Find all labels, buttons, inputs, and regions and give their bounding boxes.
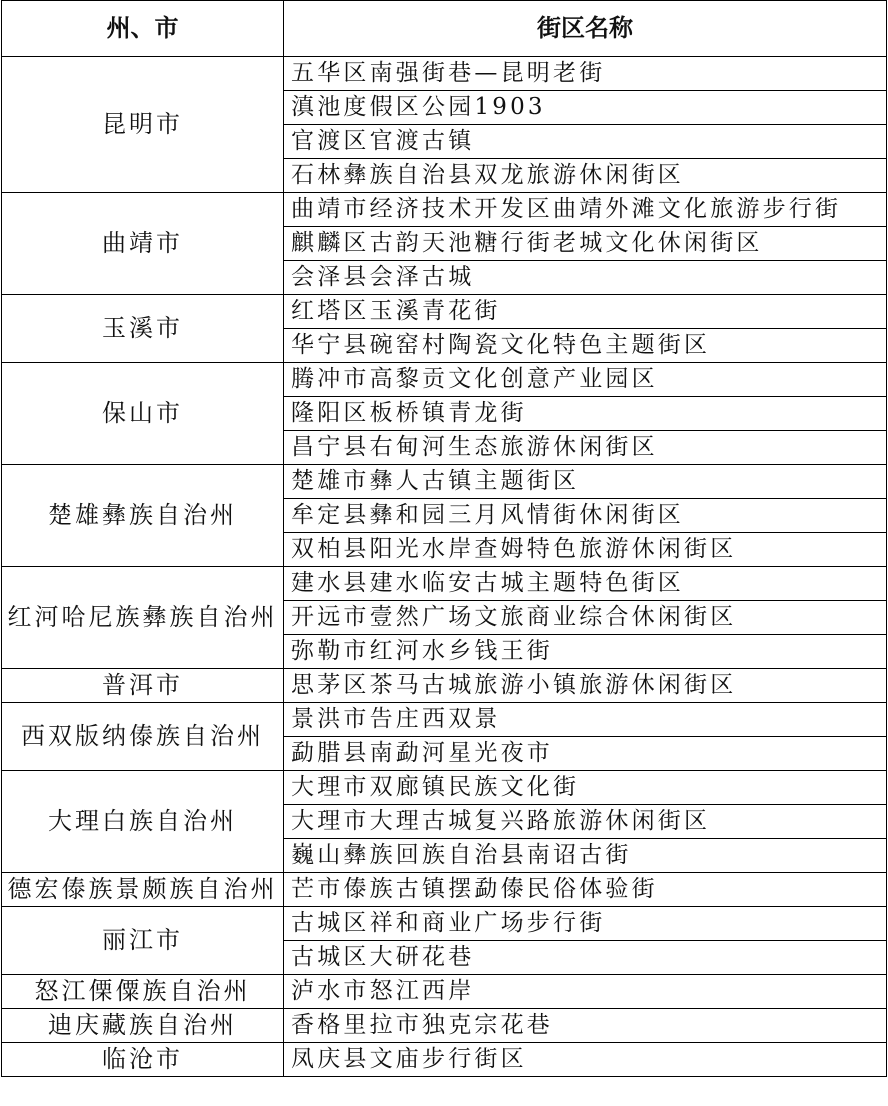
district-name-cell: 凤庆县文庙步行街区 [284,1043,887,1077]
district-name-cell: 曲靖市经济技术开发区曲靖外滩文化旅游步行街 [284,193,887,227]
district-name-cell: 红塔区玉溪青花街 [284,295,887,329]
district-name-cell: 会泽县会泽古城 [284,261,887,295]
table-row [2,703,887,737]
district-name-cell: 滇池度假区公园1903 [284,91,887,125]
prefecture-city-cell: 丽江市 [2,907,284,975]
district-name-cell: 华宁县碗窑村陶瓷文化特色主题街区 [284,329,887,363]
district-name-cell: 景洪市告庄西双景 [284,703,887,737]
prefecture-city-cell: 玉溪市 [2,295,284,363]
table-row [2,975,887,1009]
district-name-cell: 开远市壹然广场文旅商业综合休闲街区 [284,601,887,635]
table-row [2,363,887,397]
prefecture-city-cell: 昆明市 [2,57,284,193]
district-name-cell: 弥勒市红河水乡钱王街 [284,635,887,669]
district-name-cell: 古城区大研花巷 [284,941,887,975]
district-name-cell: 麒麟区古韵天池糖行街老城文化休闲街区 [284,227,887,261]
table-row [2,1009,887,1043]
table-row [2,669,887,703]
table-row [2,907,887,941]
district-name-cell: 石林彝族自治县双龙旅游休闲街区 [284,159,887,193]
table-row [2,873,887,907]
table-row [2,567,887,601]
prefecture-city-cell: 保山市 [2,363,284,465]
district-name-cell: 官渡区官渡古镇 [284,125,887,159]
table-row [2,771,887,805]
table-row [2,465,887,499]
prefecture-city-cell: 迪庆藏族自治州 [2,1009,284,1043]
district-name-cell: 双柏县阳光水岸查姆特色旅游休闲街区 [284,533,887,567]
district-name-cell: 五华区南强街巷—昆明老街 [284,57,887,91]
prefecture-city-cell: 楚雄彝族自治州 [2,465,284,567]
street-district-table [1,0,887,1077]
district-name-cell: 勐腊县南勐河星光夜市 [284,737,887,771]
prefecture-city-cell: 曲靖市 [2,193,284,295]
district-name-cell: 牟定县彝和园三月风情街休闲街区 [284,499,887,533]
header-district-name: 街区名称 [284,1,887,57]
table-row [2,193,887,227]
district-name-cell: 思茅区茶马古城旅游小镇旅游休闲街区 [284,669,887,703]
table-row [2,57,887,91]
district-name-cell: 昌宁县右甸河生态旅游休闲街区 [284,431,887,465]
district-name-cell: 香格里拉市独克宗花巷 [284,1009,887,1043]
district-name-cell: 芒市傣族古镇摆勐傣民俗体验街 [284,873,887,907]
table-row [2,1043,887,1077]
header-row [2,1,887,57]
district-name-cell: 巍山彝族回族自治县南诏古街 [284,839,887,873]
district-name-cell: 泸水市怒江西岸 [284,975,887,1009]
district-name-cell: 隆阳区板桥镇青龙街 [284,397,887,431]
prefecture-city-cell: 德宏傣族景颇族自治州 [2,873,284,907]
district-name-cell: 大理市大理古城复兴路旅游休闲街区 [284,805,887,839]
district-name-cell: 大理市双廊镇民族文化街 [284,771,887,805]
table-body [2,57,887,1077]
district-name-cell: 建水县建水临安古城主题特色街区 [284,567,887,601]
prefecture-city-cell: 红河哈尼族彝族自治州 [2,567,284,669]
prefecture-city-cell: 西双版纳傣族自治州 [2,703,284,771]
table-row [2,295,887,329]
header-prefecture-city: 州、市 [2,1,284,57]
district-name-cell: 腾冲市高黎贡文化创意产业园区 [284,363,887,397]
prefecture-city-cell: 大理白族自治州 [2,771,284,873]
prefecture-city-cell: 怒江傈僳族自治州 [2,975,284,1009]
district-name-cell: 古城区祥和商业广场步行街 [284,907,887,941]
prefecture-city-cell: 普洱市 [2,669,284,703]
prefecture-city-cell: 临沧市 [2,1043,284,1077]
district-name-cell: 楚雄市彝人古镇主题街区 [284,465,887,499]
